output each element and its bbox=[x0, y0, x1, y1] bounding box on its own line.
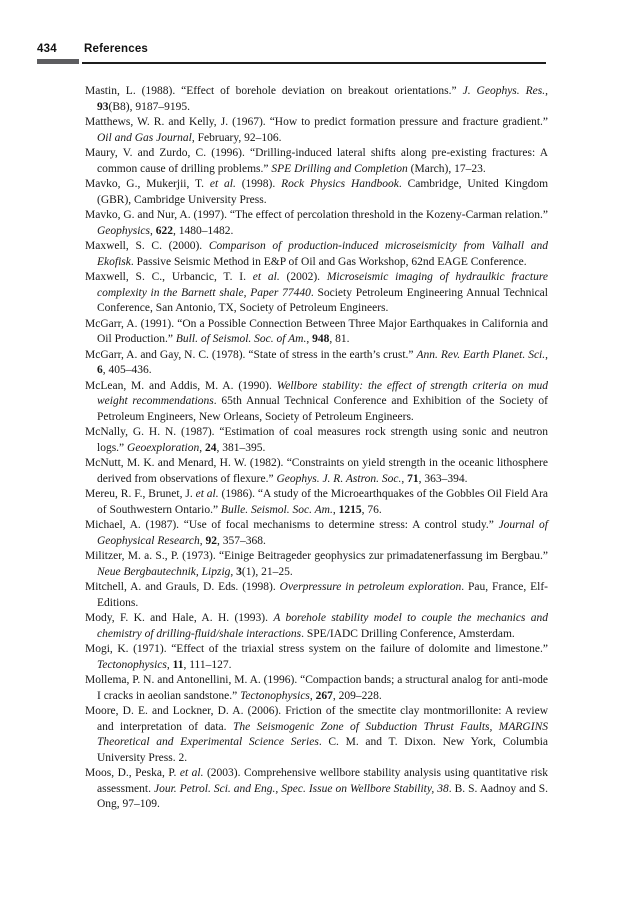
reference-item bbox=[85, 177, 548, 208]
reference-text-segment: . Passive Seismic Method in E&P of Oil and Gas Workshop, 62nd EAGE Conference. bbox=[130, 255, 527, 268]
reference-text-segment: Microseismic imaging of hydraulkic fracture complexity in the Barnett shale, Paper 77440 bbox=[97, 271, 548, 299]
reference-text-segment: A borehole stability model to couple the mechanics and chemistry of drilling-fluid/shale interactions bbox=[97, 612, 548, 640]
reference-text-segment: Wellbore stability: the effect of strength criteria on mud weight recommendations bbox=[97, 379, 549, 407]
reference-item bbox=[85, 348, 548, 379]
reference-text-segment: . C. M. and T. Dixon. New York, Columbia University Press. 2. bbox=[97, 736, 548, 764]
reference-text-segment: , bbox=[166, 658, 173, 671]
reference-text-segment: et al. bbox=[209, 178, 236, 190]
reference-text-segment: , 111–127. bbox=[183, 658, 232, 671]
reference-text-segment: Moos, D., Peska, P. bbox=[85, 767, 180, 779]
reference-text-segment: Geophys. J. R. Astron. Soc. bbox=[276, 472, 402, 485]
reference-text-segment: Mastin, L. (1988). “Effect of borehole deviation on breakout orientations.” bbox=[85, 85, 463, 97]
reference-text-segment: Michael, A. (1987). “Use of focal mechanisms to determine stress: A control study.” bbox=[85, 519, 499, 531]
reference-text-segment: Mereu, R. F., Brunet, J. bbox=[85, 488, 196, 500]
reference-text-segment: Jour. Petrol. Sci. and Eng., Spec. Issue on Wellbore Stability, 38 bbox=[153, 782, 449, 795]
reference-text-segment: 92 bbox=[205, 534, 217, 547]
page-number-underline bbox=[37, 59, 79, 64]
reference-text-segment: , bbox=[230, 565, 237, 578]
header-rule bbox=[82, 62, 546, 64]
reference-text-segment: . Cambridge, United Kingdom (GBR), Cambridge University Press. bbox=[97, 178, 549, 206]
reference-text-segment: Maxwell, S. C. (2000). bbox=[85, 240, 209, 252]
reference-text-segment: Maxwell, S. C., Urbancic, T. I. bbox=[85, 271, 253, 283]
reference-text-segment: Mogi, K. (1971). “Effect of the triaxial stress system on the failure of dolomite and limestone.” bbox=[85, 643, 548, 655]
reference-text-segment: . SPE/IADC Drilling Conference, Amsterdam. bbox=[301, 627, 515, 640]
reference-text-segment: 11 bbox=[172, 658, 184, 671]
reference-item bbox=[85, 611, 548, 642]
reference-text-segment: , bbox=[309, 689, 316, 702]
reference-text-segment: , 76. bbox=[361, 503, 382, 516]
reference-text-segment: Mavko, G. and Nur, A. (1997). “The effect of percolation threshold in the Kozeny-Carman relation.” bbox=[85, 209, 549, 221]
reference-text-segment: Geophysics bbox=[97, 224, 151, 237]
reference-text-segment: Mody, F. K. and Hale, A. H. (1993). bbox=[85, 612, 274, 624]
reference-item bbox=[85, 704, 548, 766]
reference-item bbox=[85, 115, 548, 146]
reference-text-segment: McNutt, M. K. and Menard, H. W. (1982). “Constraints on yield strength in the oceanic lithosphere derived from observations of flexure.” bbox=[85, 457, 548, 485]
reference-text-segment: , bbox=[545, 85, 548, 97]
reference-text-segment: Tectonophysics bbox=[240, 689, 310, 702]
reference-item bbox=[85, 580, 548, 611]
reference-text-segment: (2003). Comprehensive wellbore stability analysis using quantitative risk assessment. bbox=[97, 767, 548, 795]
reference-text-segment: Militzer, M. a. S., P. (1973). “Einige Beitrageder geophysics zur primadatenerfassung im Bergbau.” bbox=[85, 550, 548, 562]
reference-text-segment: . Pau, France, Elf-Editions. bbox=[97, 581, 548, 609]
reference-text-segment: Overpressure in petroleum exploration bbox=[279, 581, 462, 593]
reference-text-segment: Ann. Rev. Earth Planet. Sci. bbox=[416, 348, 546, 361]
reference-text-segment: et al. bbox=[252, 271, 280, 283]
reference-item bbox=[85, 317, 548, 348]
section-title: References bbox=[84, 43, 149, 55]
reference-item bbox=[85, 766, 548, 813]
reference-text-segment: (1986). “A study of the Microearthquakes of the Gobbles Oil Field Ara of Southwestern Ontario.” bbox=[97, 488, 549, 516]
reference-item bbox=[85, 549, 548, 580]
reference-item bbox=[85, 379, 548, 426]
reference-text-segment: Bull. of Seismol. Soc. of Am. bbox=[175, 333, 307, 345]
reference-text-segment: , bbox=[401, 472, 408, 485]
reference-text-segment: McGarr, A. and Gay, N. C. (1978). “State of stress in the earth’s crust.” bbox=[85, 348, 417, 361]
reference-text-segment: (1998). bbox=[235, 178, 282, 190]
reference-text-segment: Tectonophysics bbox=[97, 658, 167, 671]
reference-text-segment: 93 bbox=[97, 100, 109, 113]
reference-text-segment: 24 bbox=[204, 441, 217, 454]
reference-text-segment: Mollema, P. N. and Antonellini, M. A. (1996). “Compaction bands; a structural analog for anti-mode I cracks in aeolian sandstone.” bbox=[85, 674, 548, 702]
reference-text-segment: (March), 17–23. bbox=[407, 162, 486, 175]
reference-item bbox=[85, 518, 548, 549]
reference-text-segment: Neue Bergbautechnik, Lipzig bbox=[97, 565, 231, 578]
reference-text-segment: , February, 92–106. bbox=[191, 131, 282, 144]
reference-text-segment: J. Geophys. Res. bbox=[462, 85, 546, 97]
reference-text-segment: . B. S. Aadnoy and S. Ong, 97–109. bbox=[97, 782, 549, 810]
reference-item bbox=[85, 673, 548, 704]
reference-text-segment: et al. bbox=[179, 767, 204, 779]
reference-text-segment: , 357–368. bbox=[216, 534, 266, 547]
reference-text-segment: Geoexploration bbox=[127, 441, 200, 454]
reference-item bbox=[85, 84, 548, 115]
reference-text-segment: Bulle. Seismol. Soc. Am. bbox=[220, 503, 333, 516]
reference-text-segment: . Society Petroleum Engineering Annual Technical Conference, San Antonio, TX, Society of Petroleum Engineers. bbox=[97, 286, 548, 314]
reference-text-segment: , bbox=[199, 441, 205, 454]
reference-text-segment: Maury, V. and Zurdo, C. (1996). “Drilling-induced lateral shifts along pre-existing fractures: A common cause of drilling problems.” bbox=[85, 147, 548, 175]
reference-text-segment: , bbox=[199, 534, 206, 547]
reference-text-segment: , 381–395. bbox=[216, 441, 266, 454]
reference-item bbox=[85, 642, 548, 673]
reference-text-segment: 267 bbox=[315, 689, 333, 702]
reference-text-segment: , 405–436. bbox=[102, 364, 152, 376]
reference-item bbox=[85, 425, 548, 456]
reference-text-segment: , bbox=[150, 224, 156, 237]
reference-text-segment: McGarr, A. (1991). “On a Possible Connection Between Three Major Earthquakes in California and Oil Production.” bbox=[85, 317, 548, 345]
reference-text-segment: (2002). bbox=[279, 271, 327, 283]
reference-text-segment: 622 bbox=[155, 224, 174, 237]
reference-item bbox=[85, 487, 548, 518]
reference-text-segment: , 1480–1482. bbox=[173, 224, 234, 237]
reference-text-segment: . 65th Annual Technical Conference and Exhibition of the Society of Petroleum Engineers, New Orleans, Society of Petroleum Engineers. bbox=[97, 395, 548, 423]
reference-text-segment: 1215 bbox=[338, 503, 362, 516]
reference-text-segment: The Seismogenic Zone of Subduction Thrust Faults, MARGINS Theoretical and Experimental Science Series bbox=[97, 720, 548, 748]
reference-text-segment: Moore, D. E. and Lockner, D. A. (2006). Friction of the smectite clay montmorillonite: A review and interpretation of data. bbox=[85, 705, 548, 733]
reference-item bbox=[85, 208, 548, 239]
reference-text-segment: 6 bbox=[97, 364, 103, 376]
reference-text-segment: , 81. bbox=[329, 333, 350, 345]
reference-text-segment: et al. bbox=[195, 488, 219, 500]
reference-item bbox=[85, 239, 548, 270]
reference-text-segment: , bbox=[306, 333, 313, 345]
reference-text-segment: Journal of Geophysical Research bbox=[97, 519, 548, 547]
reference-text-segment: SPE Drilling and Completion bbox=[271, 162, 408, 175]
reference-text-segment: (1), 21–25. bbox=[241, 565, 293, 578]
reference-item bbox=[85, 146, 548, 177]
reference-item bbox=[85, 456, 548, 487]
reference-text-segment: Matthews, W. R. and Kelly, J. (1967). “How to predict formation pressure and fracture gradient.” bbox=[85, 116, 548, 128]
reference-text-segment: 71 bbox=[407, 472, 419, 485]
reference-text-segment: (B8), 9187–9195. bbox=[108, 100, 190, 113]
reference-text-segment: Mitchell, A. and Grauls, D. Eds. (1998). bbox=[85, 581, 280, 593]
reference-text-segment: Comparison of production-induced microseismicity from Valhall and Ekofisk bbox=[97, 240, 548, 268]
reference-item bbox=[85, 270, 548, 317]
reference-text-segment: , 209–228. bbox=[332, 689, 382, 702]
references-list bbox=[85, 84, 548, 813]
reference-text-segment: Mavko, G., Mukerjii, T. bbox=[85, 178, 210, 190]
page-number: 434 bbox=[37, 43, 57, 55]
reference-text-segment: McNally, G. H. N. (1987). “Estimation of coal measures rock strength using sonic and neutron logs.” bbox=[85, 426, 548, 454]
reference-text-segment: , bbox=[332, 503, 339, 516]
reference-text-segment: , 363–394. bbox=[418, 472, 468, 485]
reference-text-segment: Oil and Gas Journal bbox=[97, 131, 192, 144]
reference-text-segment: McLean, M. and Addis, M. A. (1990). bbox=[85, 379, 277, 392]
reference-text-segment: 3 bbox=[236, 565, 242, 578]
reference-text-segment: 948 bbox=[312, 333, 330, 345]
reference-text-segment: , bbox=[545, 348, 548, 361]
reference-text-segment: Rock Physics Handbook bbox=[281, 178, 399, 190]
